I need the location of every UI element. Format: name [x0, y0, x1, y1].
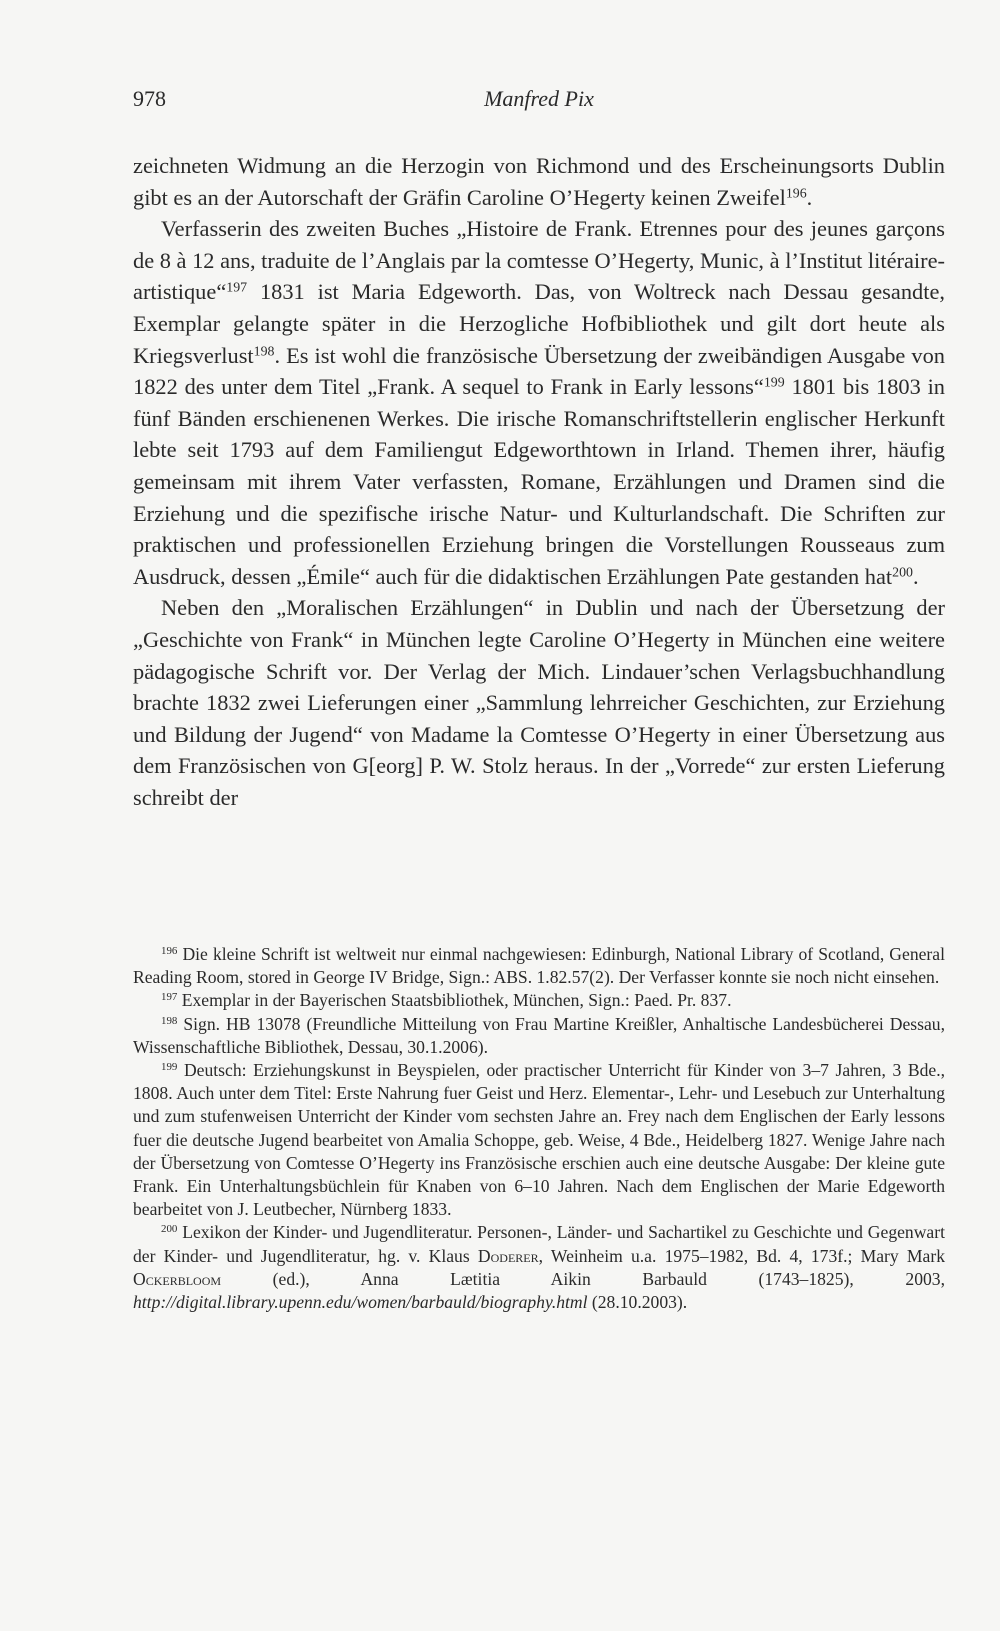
running-title: Manfred Pix [484, 86, 594, 111]
footnote-number: 196 [161, 945, 178, 957]
footnote-ref-199[interactable]: 199 [763, 375, 785, 391]
footnote-197: $^{197}$ Exemplar in der Bayerischen Staatsbibliothek, München, Sign.: Paed. Pr. 837. [161, 990, 732, 1011]
footnote-number: 200 [161, 1223, 178, 1236]
paragraph-3: Neben den „Moralischen Erzählungen“ in Dublin und nach der Übersetzung der „Geschichte von Frank“ in München legte Caroline O’Hegerty in München eine weitere pädagogische Schrift vor. Der Verlag der Mich. Lindauer’schen Verlagsbuchhandlung brachte 1832 zwei Lieferungen einer „Sammlung lehrreicher Geschichten, zur Erziehung und Bildung der Jugend“ von Madame la Comtesse O’Hegerty in einer Übersetzung aus dem Französischen von G[eorg] P. W. Stolz heraus. In der „Vorrede“ zur ersten Lieferung schreibt der [133, 595, 945, 810]
paragraph-2: Verfasserin des zweiten Buches „Histoire de Frank. Etrennes pour des jeunes garçons de 8 à 12 ans, traduite de l’Anglais par la comtesse O’Hegerty, Munic, à l’Institut litéraire-artistique“$^{197}$ 1831 ist Maria Edgeworth. Das, von Woltreck nach Dessau gesandte, Exemplar gelangte später in die Herzogliche Hofbibliothek und gilt dort heute als Kriegsverlust$^{198}$. Es ist wohl die französische Übersetzung der zweibändigen Ausgabe von 1822 des unter dem Titel „Frank. A sequel to Frank in Early lessons“$^{199}$ 1801 bis 1803 in fünf Bänden erschienenen Werkes. Die irische Romanschriftstellerin englischer Herkunft lebte seit 1793 auf dem Familiengut Edgeworthtown in Irland. Themen ihrer, häufig gemeinsam mit ihrem Vater verfassten, Romane, Erzählungen und Dramen sind die Erziehung und die spezifische irische Natur- und Kulturlandschaft. Die Schriften zur praktischen und professionellen Erziehung bringen die Vorstellungen Rousseaus zum Ausdruck, dessen „Émile“ auch für die didaktischen Erzählungen Pate gestanden hat$^{200}$. [133, 216, 945, 589]
url-link[interactable]: http://digital.library.upenn.edu/women/barbauld/biography.html [133, 1292, 588, 1313]
footnote-198: $^{198}$ Sign. HB 13078 (Freundliche Mitteilung von Frau Martine Kreißler, Anhaltische Landesbücherei Dessau, Wissenschaftliche Bibliothek, Dessau, 30.1.2006). [133, 1013, 945, 1057]
paragraph-1: zeichneten Widmung an die Herzogin von Richmond und des Erscheinungsorts Dublin gibt es an der Autorschaft der Gräfin Caroline O’Hegerty keinen Zweifel$^{196}$. [133, 153, 945, 210]
footnote-ref-197[interactable]: 197 [226, 280, 248, 296]
author-name: Ockerbloom [133, 1268, 222, 1289]
footnote-number: 198 [161, 1014, 178, 1027]
footnote-196: $^{196}$ Die kleine Schrift ist weltweit nur einmal nachgewiesen: Edinburgh, National Library of Scotland, General Reading Room, stored in George IV Bridge, Sign.: ABS. 1.82.57(2). Der Verfasser konnte sie noch nicht einsehen. [133, 944, 945, 988]
author-name: Doderer [477, 1245, 539, 1266]
footnote-199: $^{199}$ Deutsch: Erziehungskunst in Beyspielen, oder practischer Unterricht für Kinder von 3–7 Jahren, 3 Bde., 1808. Auch unter dem Titel: Erste Nahrung fuer Geist und Herz. Elementar-, Lehr- und Lesebuch zur Unterhaltung und zum stufenweisen Unterricht der Kinder vom sechsten Jahre an. Frey nach dem Englischen der Early lessons fuer die deutsche Jugend bearbeitet von Amalia Schoppe, geb. Weise, 4 Bde., Heidelberg 1827. Wenige Jahre nach der Übersetzung von Comtesse O’Hegerty ins Französische erschien auch eine deutsche Ausgabe: Der kleine gute Frank. Ein Unterhaltungsbüchlein für Knaben von 6–10 Jahren. Nach dem Englischen der Marie Edgeworth bearbeitet von J. Leutbecher, Nürnberg 1833. [133, 1060, 945, 1220]
footnote-number: 199 [161, 1061, 178, 1074]
footnote-number: 197 [161, 991, 178, 1004]
footnote-ref-198[interactable]: 198 [253, 343, 275, 359]
page-number: 978 [133, 86, 166, 111]
running-head [133, 86, 945, 116]
footnote-ref-196[interactable]: 196 [785, 185, 807, 201]
footnote-ref-200[interactable]: 200 [892, 565, 913, 581]
footnotes [133, 943, 945, 1314]
main-text [133, 150, 945, 813]
footnote-200: $^{200}$ Lexikon der Kinder- und Jugendliteratur. Personen-, Länder- und Sachartikel zu Geschichte und Gegenwart der Kinder- und Jugendliteratur, hg. v. Klaus Doderer, Weinheim u.a. 1975–1982, Bd. 4, 173f.; Mary Mark Ockerbloom (ed.), Anna Lætitia Aikin Barbauld (1743–1825), 2003, http://digital.library.upenn.edu/women/barbauld/biography.html (28.10.2003). [133, 1222, 945, 1313]
